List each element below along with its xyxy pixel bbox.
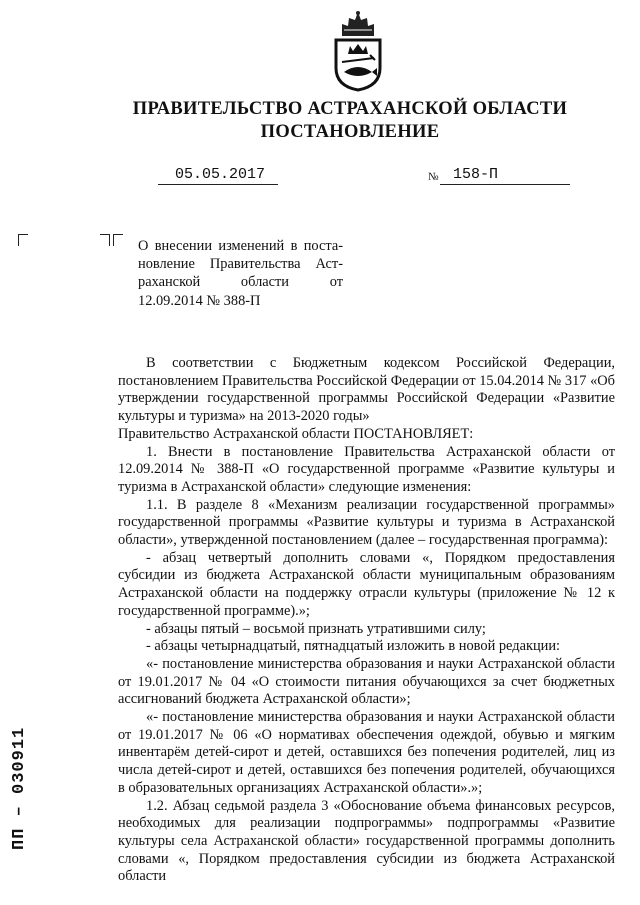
body-paragraph: «- постановление министерства образования и науки Астраханской области от 19.01.2017 № 04 «О стоимости питания обучающихся за счет бюджетных ассигнований бюджета Астраханской области»; — [118, 655, 615, 708]
corner-mark-mid-left — [100, 234, 110, 246]
body-paragraph: 1.2. Абзац седьмой раздела 3 «Обоснование объема финансовых ресурсов, необходимых для реализации подпрограммы» подпрограммы «Развитие культуры села Астраханской области» государственной программы дополнить словами «, Порядком предоставления субсидии из бюджета Астраханской области — [118, 797, 615, 885]
body-paragraph: - абзац четвертый дополнить словами «, Порядком предоставления субсидии из бюджета Астраханской области муниципальным образованиям Астраханской области на поддержку отрасли культуры (приложение № 12 к государственной программе).»; — [118, 549, 615, 619]
coat-of-arms-emblem — [322, 10, 394, 92]
date-underline — [158, 184, 278, 185]
body-paragraph: «- постановление министерства образования и науки Астраханской области от 19.01.2017 № 06 «О нормативах обеспечения одеждой, обувью и мягким инвентарём детей-сирот и детей, оставшихся без попечения родителей, лиц из числа детей-сирот и детей, оставшихся без попечения родителей, обучающихся в образовательных организациях Астраханской области».»; — [118, 709, 615, 796]
body-paragraph: В соответствии с Бюджетным кодексом Российской Федерации, постановлением Правительства Российской Федерации от 15.04.2014 № 317 «Об утверждении государственной программы Российской Федерации «Развитие культуры и туризма» на 2013-2020 годы» — [118, 355, 615, 425]
document-number: 158-П — [453, 166, 499, 183]
serial-stamp: ПП – 030911 — [10, 726, 29, 850]
document-body — [118, 355, 615, 886]
subject-line: раханской области от — [138, 274, 343, 291]
document-date: 05.05.2017 — [175, 166, 266, 183]
subject-line: 12.09.2014 № 388-П — [138, 292, 261, 309]
corner-mark-mid-right — [113, 234, 123, 246]
body-paragraph: 1.1. В разделе 8 «Механизм реализации государственной программы» государственной программы «Развитие культуры и туризма в Астраханской области», утвержденной постановлением (далее – государственная программа): — [118, 496, 615, 549]
government-title: ПРАВИТЕЛЬСТВО АСТРАХАНСКОЙ ОБЛАСТИ — [132, 99, 568, 119]
number-underline — [440, 184, 570, 185]
body-paragraph: - абзацы четырнадцатый, пятнадцатый изложить в новой редакции: — [146, 638, 561, 655]
number-label: № — [428, 171, 439, 183]
corner-mark-left — [18, 234, 28, 246]
document-subject — [138, 237, 343, 310]
subject-line: О внесении изменений в поста- — [138, 238, 343, 254]
body-paragraph: - абзацы пятый – восьмой признать утратившими силу; — [146, 620, 486, 637]
body-paragraph: 1. Внести в постановление Правительства Астраханской области от 12.09.2014 № 388-П «О государственной программе «Развитие культуры и туризма в Астраханской области» следующие изменения: — [118, 443, 615, 495]
document-type-title: ПОСТАНОВЛЕНИЕ — [260, 122, 440, 142]
body-paragraph: Правительство Астраханской области ПОСТАНОВЛЯЕТ: — [118, 425, 474, 442]
subject-line: новление Правительства Аст- — [138, 256, 343, 273]
